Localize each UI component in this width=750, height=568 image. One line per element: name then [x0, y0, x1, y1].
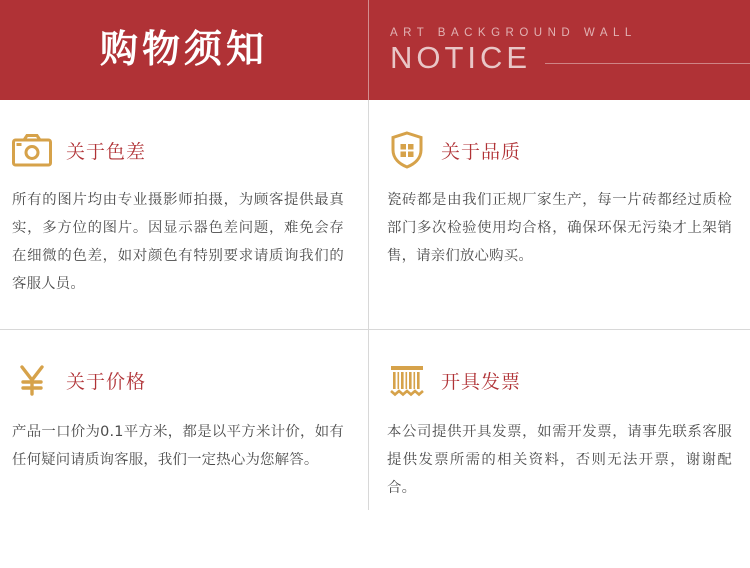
header-vertical-divider: [368, 0, 369, 100]
invoice-icon: [387, 360, 427, 400]
notice-card-body: 瓷砖都是由我们正规厂家生产，每一片砖都经过质检部门多次检验使用均合格，确保环保无污染才上架销售，请亲们放心购买。: [387, 192, 732, 265]
notice-card-body: 所有的图片均由专业摄影师拍摄，为顾客提供最真实，多方位的图片。因显示器色差问题，难免会存在细微的色差，如对颜色有特别要求请质询我们的客服人员。: [12, 192, 344, 293]
notice-card-body: 产品一口价为0.1平方米，都是以平方米计价，如有任何疑问请质询客服，我们一定热心为您解答。: [12, 424, 344, 469]
notice-card-header: [12, 128, 344, 172]
header-subtitle-block: [368, 0, 750, 100]
page-header: [0, 0, 750, 100]
notice-card-header: [387, 358, 732, 402]
header-horizontal-rule: [545, 63, 750, 64]
notice-card-invoice: [369, 330, 750, 510]
camera-icon: [12, 130, 52, 170]
shield-quality-icon: [387, 130, 427, 170]
notice-card-price: [0, 330, 368, 510]
notice-card-body: 本公司提供开具发票，如需开发票，请事先联系客服提供发票所需的相关资料，否则无法开票，谢谢配合。: [387, 424, 732, 497]
header-title-block: [0, 0, 368, 100]
notice-card-color: [0, 100, 368, 329]
header-notice-row: [390, 42, 750, 73]
notice-grid: [0, 100, 750, 568]
notice-card-quality: [369, 100, 750, 329]
header-notice-word: NOTICE: [390, 40, 532, 75]
yen-price-icon: [12, 360, 52, 400]
header-eyebrow: ART BACKGROUND WALL: [390, 27, 637, 39]
notice-card-title: 关于品质: [441, 140, 522, 163]
notice-card-title: 开具发票: [441, 370, 522, 393]
page-title: 购物须知: [99, 27, 268, 71]
notice-card-title: 关于色差: [66, 140, 147, 163]
notice-card-title: 关于价格: [66, 370, 147, 393]
notice-card-header: [387, 128, 732, 172]
notice-card-header: [12, 358, 344, 402]
